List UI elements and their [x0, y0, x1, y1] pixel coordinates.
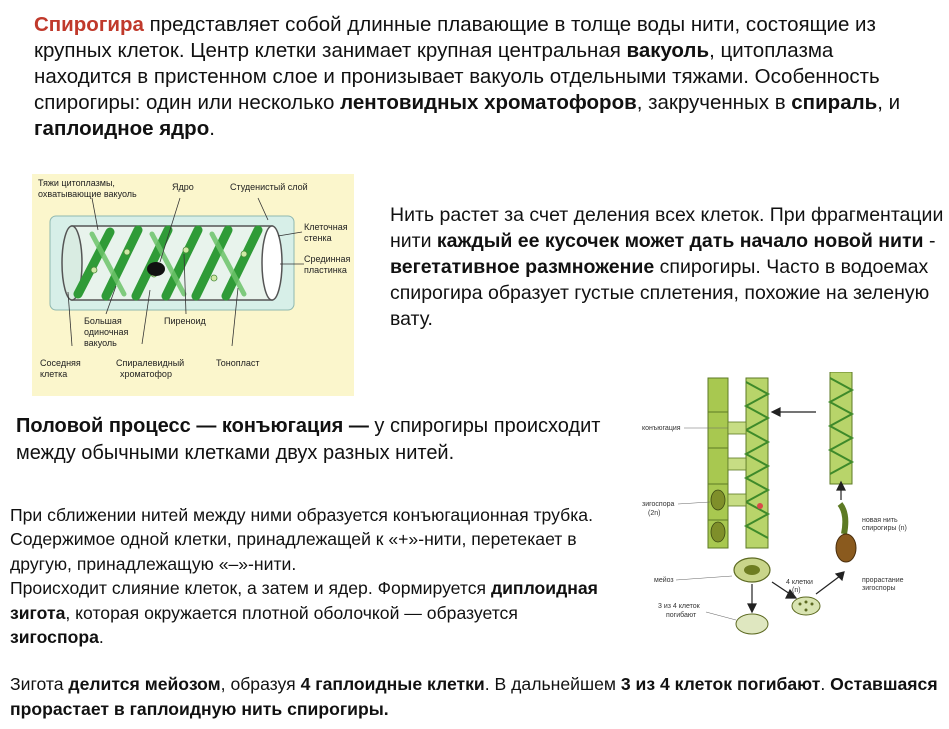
- four-cells: [792, 597, 820, 615]
- label-neighbor-cell: клетка: [40, 369, 68, 379]
- young-filament: [840, 504, 845, 534]
- label-germination: зигоспоры: [862, 585, 896, 592]
- meiosis-text: Зигота: [10, 674, 69, 694]
- arrow-feedback: [772, 408, 816, 416]
- label-four-cells: (n): [792, 587, 801, 594]
- term-diploid-zygote: диплоидная зигота: [10, 578, 598, 623]
- term-chromatophores: лентовидных хроматофоров: [340, 91, 637, 114]
- label-three-die: 3 из 4 клеток: [658, 603, 700, 610]
- term-four-haploid: 4 гаплоидные клетки: [300, 674, 485, 694]
- growth-text: Нить растет за счет деления всех клеток. При фрагментации нити: [390, 204, 944, 252]
- leader-zygospore: [678, 502, 710, 504]
- meiosis-text: . В дальнейшем: [484, 674, 621, 694]
- label-wall: Клеточная: [304, 222, 348, 232]
- term-remaining: Оставшаяся прорастает в гаплоидную нить спирогиры.: [10, 674, 938, 719]
- intro-text: , закрученных в: [636, 91, 792, 114]
- label-wall: стенка: [304, 233, 332, 243]
- term-haploid-nucleus: гаплоидное ядро: [34, 117, 210, 140]
- lifecycle-diagram: [640, 372, 930, 640]
- cell-structure-diagram: [32, 174, 354, 396]
- label-new-filament: новая нить: [862, 517, 898, 524]
- leader-meiosis: [676, 576, 732, 580]
- label-conjugation: конъюгация: [642, 425, 681, 432]
- conjugation-text: При сближении нитей между ними образуется конъюгационная трубка. Содержимое одной клетки, принадлежащей к «+»-нити, перетекает в другую, принадлежащую «–»-нити.: [10, 505, 593, 574]
- conjugation-tubes: [728, 422, 746, 506]
- growth-text: -: [923, 230, 936, 252]
- term-vegetative: вегетативное размножение: [390, 256, 655, 278]
- dying-cells: [736, 614, 768, 634]
- label-plate: Срединная: [304, 254, 351, 264]
- growth-paragraph: [390, 202, 946, 332]
- meiosis-text: , образуя: [220, 674, 301, 694]
- cell-end-right: [262, 226, 282, 300]
- meiosis-text: .: [820, 674, 831, 694]
- label-zygospore: (2n): [648, 510, 661, 517]
- lifecycle-svg: [640, 372, 930, 640]
- term-vacuole: вакуоль: [626, 39, 710, 62]
- label-new-filament: спирогиры (n): [862, 525, 907, 532]
- label-plate: пластинка: [304, 265, 347, 275]
- label-strands: Тяжи цитоплазмы,: [38, 178, 115, 188]
- label-zygospore: зигоспора: [642, 501, 675, 508]
- growth-text: спирогиры. Часто в водоемах спирогира образует густые сплетения, похожие на зеленую вату.: [390, 256, 930, 330]
- intro-text: , и: [877, 91, 901, 114]
- label-gel-layer: Студенистый слой: [230, 182, 308, 192]
- label-chromatophore: хроматофор: [120, 369, 172, 379]
- conjugation-paragraph: [10, 503, 610, 649]
- intro-text: представляет собой длинные плавающие в толще воды нити, состоящие из крупных клеток. Центр клетки занимает крупная центральная: [34, 13, 876, 62]
- label-vacuole: Большая: [84, 316, 122, 326]
- term-fragment: каждый ее кусочек может дать начало новой нити: [436, 230, 924, 252]
- pyrenoid-shape: [91, 267, 97, 273]
- term-conjugation: Половой процесс — конъюгация —: [16, 415, 369, 437]
- sexual-text: у спирогиры происходит между обычными клетками двух разных нитей.: [16, 415, 601, 464]
- term-spiral: спираль: [791, 91, 878, 114]
- term-meiosis: делится мейозом: [68, 674, 221, 694]
- label-neighbor-cell: Соседняя: [40, 358, 81, 368]
- intro-text: , цитоплазма находится в пристенном слое и пронизывает вакуоль отдельными тяжами. Особенность спирогиры: один или несколько: [34, 39, 880, 114]
- pyrenoid-shape: [124, 249, 130, 255]
- label-four-cells: 4 клетки: [786, 579, 813, 586]
- arrow-up: [837, 482, 845, 500]
- label-chromatophore: Спиралевидный: [116, 358, 185, 368]
- label-meiosis: мейоз: [654, 577, 674, 584]
- conjugation-text: , которая окружается плотной оболочкой — образуется: [65, 602, 518, 623]
- germinating-spore: [836, 534, 856, 562]
- intro-text: .: [209, 117, 215, 140]
- term-spirogyra: Спирогира: [34, 13, 144, 36]
- label-nucleus: Ядро: [172, 182, 194, 192]
- label-pyrenoid: Пиреноид: [164, 316, 206, 326]
- zygospore-core: [744, 565, 760, 575]
- label-tonoplast: Тонопласт: [216, 358, 260, 368]
- leader-three-die: [706, 612, 736, 620]
- label-strands: охватывающие вакуоль: [38, 189, 137, 199]
- label-three-die: погибают: [666, 612, 697, 619]
- term-three-die: 3 из 4 клеток погибают: [620, 674, 821, 694]
- conjugation-text: .: [98, 627, 104, 648]
- meiosis-paragraph: [10, 672, 940, 722]
- label-vacuole: одиночная: [84, 327, 129, 337]
- nucleus-shape: [147, 262, 165, 276]
- term-zygospore: зигоспора: [10, 627, 99, 648]
- intro-paragraph: [34, 12, 914, 142]
- zygote-marker: [757, 503, 763, 509]
- label-germination: прорастание: [862, 577, 904, 584]
- label-vacuole: вакуоль: [84, 338, 117, 348]
- conjugation-text: Происходит слияние клеток, а затем и ядер. Формируется: [10, 578, 491, 599]
- pyrenoid-shape: [183, 247, 189, 253]
- cell-structure-svg: [32, 174, 354, 396]
- sexual-process-paragraph: [16, 413, 606, 467]
- pyrenoid-shape: [211, 275, 217, 281]
- pyrenoid-shape: [241, 251, 247, 257]
